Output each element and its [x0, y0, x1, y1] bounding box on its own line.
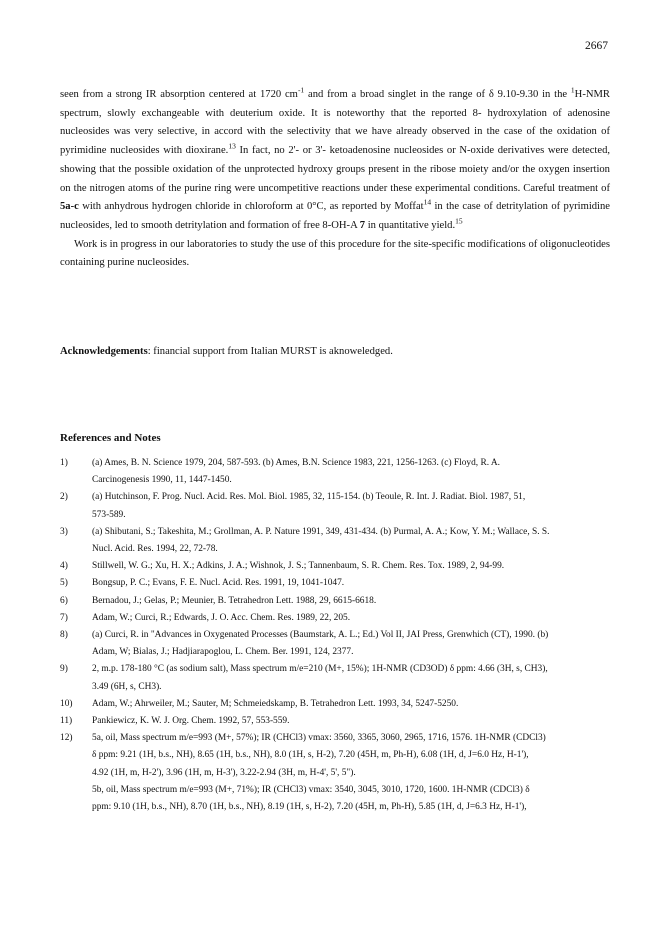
compound-label: 5a-c [60, 201, 79, 213]
text-span: in quantitative yield. [365, 219, 456, 231]
body-text [60, 86, 610, 273]
paragraph-1 [60, 86, 610, 236]
reference-line: (a) Shibutani, S.; Takeshita, M.; Grollman, A. P. Nature 1991, 349, 431-434. (b) Purmal, A. A.; Kow, Y. M.; Wallace, S. S. [92, 526, 550, 537]
reference-line: Nucl. Acid. Res. 1994, 22, 72-78. [92, 544, 218, 555]
reference-number: 3) [60, 526, 68, 537]
reference-item [60, 713, 620, 730]
reference-line: 5a, oil, Mass spectrum m/e=993 (M+, 57%); IR (CHCl3) vmax: 3560, 3365, 3060, 2965, 1716, 1576. 1H-NMR (CDCl3) [92, 733, 546, 744]
reference-line: ppm: 9.10 (1H, b.s., NH), 8.70 (1H, b.s., NH), 8.19 (1H, s, H-2), 7.20 (45H, m, Ph-H), 5.85 (1H, d, J=6.3 Hz, H-1'), [92, 802, 527, 813]
reference-number: 9) [60, 664, 68, 675]
reference-number: 8) [60, 630, 68, 641]
reference-item [60, 627, 620, 661]
reference-item [60, 696, 620, 713]
reference-item [60, 524, 620, 558]
reference-number: 7) [60, 612, 68, 623]
text-span: unprotected hydroxy groups present in the ribose moiety and/or the oxygen insertion on the nitrogen atoms of the [60, 163, 610, 194]
reference-text [92, 593, 620, 610]
reference-text [92, 558, 620, 575]
reference-line: 5b, oil, Mass spectrum m/e=993 (M+, 71%); IR (CHCl3) vmax: 3540, 3045, 3010, 1720, 1600. 1H-NMR (CDCl3) δ [92, 784, 530, 795]
text-span: in the case of detritylation of [431, 201, 561, 213]
paragraph-2 [60, 236, 610, 273]
reference-text [92, 627, 620, 661]
text-span: of oligonucleotides containing purine nucleosides. [60, 238, 610, 269]
reference-item [60, 730, 620, 816]
reference-line: Carcinogenesis 1990, 11, 1447-1450. [92, 475, 232, 486]
text-span: anhydrous hydrogen chloride in chloroform at 0°C, as reported by Moffat [104, 201, 424, 213]
text-span: H-NMR spectrum, slowly exchangeable with deuterium oxide. It is noteworthy that the reported 8- [60, 89, 610, 119]
acknowledgements [60, 346, 393, 357]
reference-line: Bernadou, J.; Gelas, P.; Meunier, B. Tetrahedron Lett. 1988, 29, 6615-6618. [92, 595, 377, 606]
reference-number: 2) [60, 492, 68, 503]
superscript: 15 [455, 216, 463, 226]
reference-number: 4) [60, 561, 68, 572]
reference-text [92, 524, 620, 558]
reference-line: Bongsup, P. C.; Evans, F. E. Nucl. Acid. Res. 1991, 19, 1041-1047. [92, 578, 345, 589]
reference-line: 2, m.p. 178-180 °C (as sodium salt), Mass spectrum m/e=210 (M+, 15%); 1H-NMR (CD3OD) δ ppm: 4.66 (3H, s, CH3), [92, 664, 548, 675]
acknowledgements-text: : financial support from Italian MURST is aknoweledged. [147, 346, 393, 357]
reference-line: Adam, W.; Ahrweiler, M.; Sauter, M; Schmeiedskamp, B. Tetrahedron Lett. 1993, 34, 5247-5250. [92, 698, 459, 709]
reference-number: 5) [60, 578, 68, 589]
reference-line: 573-589. [92, 509, 126, 520]
text-span: with [78, 201, 102, 213]
text-span: ketoadenosine nucleosides or N-oxide derivatives were detected, showing that the possible oxidation of the [60, 145, 611, 175]
reference-text [92, 730, 620, 816]
reference-text [92, 489, 620, 523]
reference-line: Stillwell, W. G.; Xu, H. X.; Adkins, J. A.; Wishnok, J. S.; Tannenbaum, S. R. Chem. Res. Tox. 1989, 2, 94-99. [92, 561, 505, 572]
reference-line: 4.92 (1H, m, H-2'), 3.96 (1H, m, H-3'), 3.22-2.94 (3H, m, H-4', 5', 5"). [92, 767, 356, 778]
reference-line: Adam, W; Bialas, J.; Hadjiarapoglou, L. Chem. Ber. 1991, 124, 2377. [92, 647, 354, 658]
text-span: the [554, 89, 571, 100]
reference-item [60, 575, 620, 592]
reference-item [60, 661, 620, 695]
superscript: 14 [423, 197, 432, 207]
reference-item [60, 489, 620, 523]
reference-number: 1) [60, 458, 68, 468]
reference-line: 3.49 (6H, s, CH3). [92, 681, 162, 692]
reference-line: Pankiewicz, K. W. J. Org. Chem. 1992, 57, 553-559. [92, 716, 290, 727]
reference-item [60, 593, 620, 610]
reference-text [92, 455, 620, 489]
text-span: and from a broad singlet in the range of δ 9.10-9.30 in [304, 89, 551, 100]
references-heading: References and Notes [60, 432, 161, 444]
text-span: pyrimidine nucleosides, led to smooth detritylation and formation of free 8-OH-A [60, 201, 611, 231]
text-span: purine ring were uncompetitive reactions under these experimental conditions. Careful treatment of [184, 182, 611, 194]
reference-text [92, 575, 620, 592]
acknowledgements-label: Acknowledgements [60, 346, 148, 357]
text-span: seen from a strong IR absorption centered at 1720 cm [60, 89, 298, 100]
references-list [60, 455, 620, 816]
reference-line: (a) Hutchinson, F. Prog. Nucl. Acid. Res. Mol. Biol. 1985, 32, 115-154. (b) Teoule, R. Int. J. Radiat. Biol. 1987, 51, [92, 492, 526, 503]
text-span: Work is in progress in our laboratories to study the use of this procedure for the site-specific modifications [74, 238, 526, 250]
superscript: 1 [570, 85, 575, 95]
reference-item [60, 455, 620, 489]
reference-item [60, 610, 620, 627]
reference-text [92, 661, 620, 695]
superscript: -1 [297, 85, 305, 95]
reference-text [92, 696, 620, 713]
reference-line: (a) Ames, B. N. Science 1979, 204, 587-593. (b) Ames, B.N. Science 1983, 221, 1256-1263. (c) Floyd, R. A. [92, 458, 501, 468]
reference-line: δ ppm: 9.21 (1H, b.s., NH), 8.65 (1H, b.s., NH), 8.0 (1H, s, H-2), 7.20 (45H, m, Ph-H), 6.08 (1H, d, J=6.0 Hz, H-1'), [92, 750, 529, 761]
reference-number: 10) [60, 698, 73, 709]
page-number: 2667 [585, 40, 608, 52]
reference-number: 11) [60, 716, 73, 727]
reference-number: 12) [60, 733, 73, 744]
compound-label: 7 [359, 219, 366, 231]
reference-number: 6) [60, 595, 68, 606]
text-span: hydroxylation of adenosine nucleosides was very selective, in accord with the selectivity that we have already [60, 107, 610, 138]
text-span: observed in the case of the oxidation of pyrimidine nucleosides with dioxirane. [60, 126, 610, 157]
superscript: 13 [228, 141, 236, 151]
reference-text [92, 713, 620, 730]
reference-line: Adam, W.; Curci, R.; Edwards, J. O. Acc. Chem. Res. 1989, 22, 205. [92, 612, 351, 623]
text-span: In fact, no 2'- or 3'- [235, 145, 326, 157]
reference-item [60, 558, 620, 575]
reference-line: (a) Curci, R. in "Advances in Oxygenated Processes (Baumstark, A. L.; Ed.) Vol II, JAI Press, Grenwhich (CT), 1990. (b) [92, 630, 549, 641]
reference-text [92, 610, 620, 627]
